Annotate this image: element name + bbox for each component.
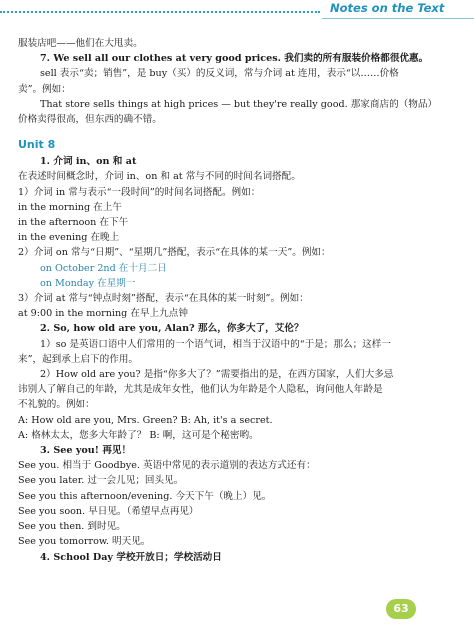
unit-heading: Unit 8 <box>18 138 56 152</box>
section3-example1: See you later. 过一会儿见；回头见。 <box>18 475 184 487</box>
section3-example3: See you soon. 早日见。（希望早点再见） <box>18 505 199 517</box>
section3-line1: See you. 相当于 Goodbye. 英语中常见的表示道别的表达方式还有： <box>18 460 316 472</box>
section1-example5: on Monday 在星期一 <box>40 277 136 289</box>
page-content <box>18 36 458 565</box>
item7-example1: That store sells things at high prices — but they're really good. 那家商店的（物品） <box>40 98 438 110</box>
intro-line: 服装店吧——他们在大甩卖。 <box>18 38 143 49</box>
section3-example4: See you then. 到时见。 <box>18 521 126 533</box>
section1-line4: 3）介词 at 常与“钟点时刻”搭配，表示“在具体的某一时刻”。例如： <box>18 293 309 305</box>
item7-line1: sell 表示“卖；销售”，是 buy（买）的反义词，常与介词 at 连用，表示“以……价格 <box>40 68 399 80</box>
header-dotted-line <box>0 11 320 13</box>
header-underline <box>322 18 474 19</box>
section2-line2: 来”，起到承上启下的作用。 <box>18 353 139 365</box>
section2-line5: 不礼貌的。例如： <box>18 399 95 411</box>
section4-title: 4. School Day 学校开放日；学校活动日 <box>40 551 222 563</box>
section2-title: 2. So, how old are you, Alan? 那么，你多大了，艾伦？ <box>40 323 304 335</box>
item7-title: 7. We sell all our clothes at very good prices. 我们卖的所有服装价格都很优惠。 <box>40 53 429 65</box>
section1-example3: in the evening 在晚上 <box>18 232 120 244</box>
section2-example1: A: How old are you, Mrs. Green? B: Ah, it's a secret. <box>18 414 273 426</box>
section3-example5: See you tomorrow. 明天见。 <box>18 536 151 548</box>
section1-example1: in the morning 在上午 <box>18 201 122 213</box>
section1-line3: 2）介词 on 常与“日期”、“星期几”搭配，表示“在具体的某一天”。例如： <box>18 247 331 259</box>
section3-example2: See you this afternoon/evening. 今天下午（晚上）见。 <box>18 490 272 502</box>
item7-line2: 卖”。例如： <box>18 83 71 95</box>
section2-example2: A: 格林太太，您多大年龄了？ B: 啊，这可是个秘密哟。 <box>18 429 259 441</box>
page-header <box>0 0 474 26</box>
header-title: Notes on the Text <box>330 1 445 15</box>
section1-example2: in the afternoon 在下午 <box>18 217 129 229</box>
section1-line2: 1）介词 in 常与表示“一段时间”的时间名词搭配。例如： <box>18 186 261 198</box>
section3-title: 3. See you! 再见！ <box>40 445 132 457</box>
section1-title: 1. 介词 in、on 和 at <box>40 156 137 168</box>
section2-line1: 1）so 是英语口语中人们常用的一个语气词，相当于汉语中的“于是；那么；这样一 <box>40 338 391 350</box>
item7-example2: 价格卖得很高，但东西的确不错。 <box>18 114 162 126</box>
section2-line4: 讳别人了解自己的年龄，尤其是成年女性，他们认为年龄是个人隐私，询问他人年龄是 <box>18 384 383 396</box>
section1-example6: at 9:00 in the morning 在早上九点钟 <box>18 308 188 320</box>
page-number-badge: 63 <box>386 599 416 619</box>
section2-line3: 2）How old are you? 是指“你多大了？”需要指出的是，在西方国家，人们大多忌 <box>40 369 394 381</box>
section1-example4: on October 2nd 在十月二日 <box>40 262 167 274</box>
section1-line1: 在表述时间概念时，介词 in、on 和 at 常与不同的时间名词搭配。 <box>18 171 301 183</box>
